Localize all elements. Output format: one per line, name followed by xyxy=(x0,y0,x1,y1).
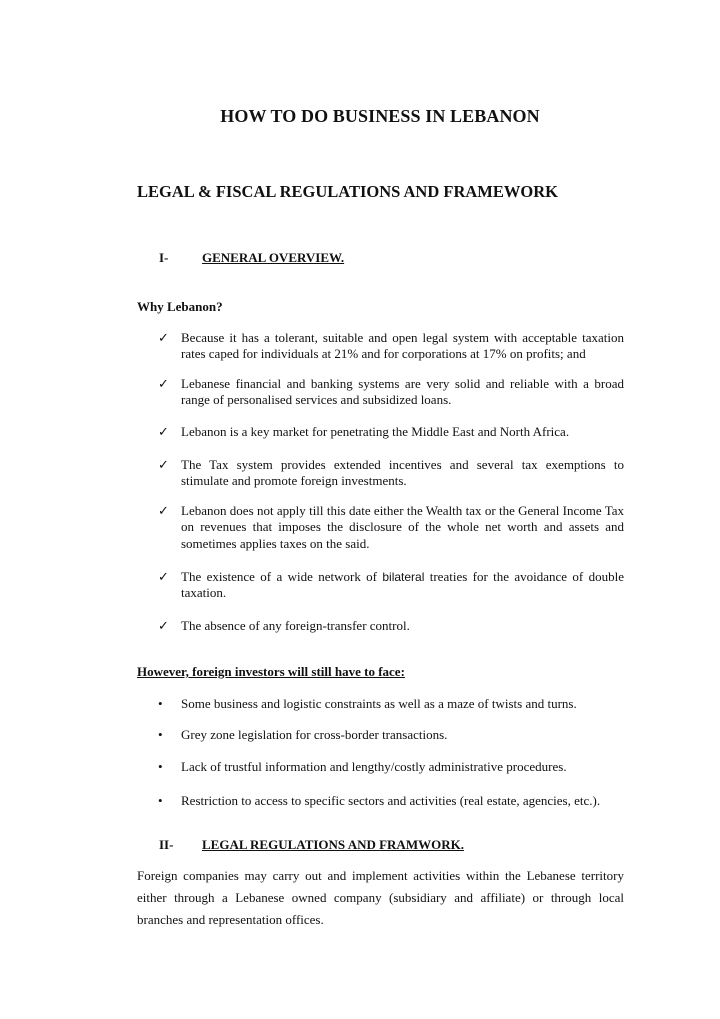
why-item-4: The Tax system provides extended incentives and several tax exemptions to stimulate and promote foreign investments. xyxy=(181,457,624,489)
however-item-3: Lack of trustful information and lengthy/costly administrative procedures. xyxy=(181,759,567,774)
why-item-6-before: The existence of a wide network of xyxy=(181,569,383,584)
section-1-number: I- xyxy=(159,250,169,265)
section-2-title: LEGAL REGULATIONS AND FRAMWORK. xyxy=(202,837,464,852)
bullet-icon: • xyxy=(158,759,163,774)
check-icon: ✓ xyxy=(158,503,169,518)
check-icon: ✓ xyxy=(158,569,169,584)
why-item-1: Because it has a tolerant, suitable and open legal system with acceptable taxation rates caped for individuals at 21% and for corporations at 17% on profits; and xyxy=(181,330,624,362)
however-item-1: Some business and logistic constraints as well as a maze of twists and turns. xyxy=(181,696,577,711)
check-icon: ✓ xyxy=(158,424,169,439)
why-item-3: Lebanon is a key market for penetrating the Middle East and North Africa. xyxy=(181,424,570,439)
why-item-7: The absence of any foreign-transfer control. xyxy=(181,618,410,633)
check-icon: ✓ xyxy=(158,330,169,345)
document-title: HOW TO DO BUSINESS IN LEBANON xyxy=(220,106,540,126)
however-heading: However, foreign investors will still have to face: xyxy=(137,664,405,679)
however-item-2: Grey zone legislation for cross-border transactions. xyxy=(181,727,448,742)
check-icon: ✓ xyxy=(158,376,169,391)
why-lebanon-heading: Why Lebanon? xyxy=(137,299,223,314)
bullet-icon: • xyxy=(158,727,163,742)
why-item-6 xyxy=(181,569,624,602)
bullet-icon: • xyxy=(158,793,163,808)
however-item-4: Restriction to access to specific sectors and activities (real estate, agencies, etc.). xyxy=(181,793,601,808)
why-item-5: Lebanon does not apply till this date either the Wealth tax or the General Income Tax on revenues that imposes the disclosure of the whole net worth and assets and sometimes applies taxes on the said. xyxy=(181,503,624,551)
section-1-title: GENERAL OVERVIEW. xyxy=(202,250,345,265)
why-item-6-sans: bilateral xyxy=(382,570,425,584)
closing-paragraph: Foreign companies may carry out and implement activities within the Lebanese territory either through a Lebanese owned company (subsidiary and affiliate) or through local branches and representation offices. xyxy=(137,868,624,927)
document-subtitle: LEGAL & FISCAL REGULATIONS AND FRAMEWORK xyxy=(137,182,558,201)
check-icon: ✓ xyxy=(158,618,169,633)
why-item-2: Lebanese financial and banking systems are very solid and reliable with a broad range of personalised services and subsidized loans. xyxy=(181,376,624,408)
check-icon: ✓ xyxy=(158,457,169,472)
why-item-6-after: treaties for the avoidance of double taxation. xyxy=(181,569,624,601)
section-2-number: II- xyxy=(159,837,174,852)
bullet-icon: • xyxy=(158,696,163,711)
